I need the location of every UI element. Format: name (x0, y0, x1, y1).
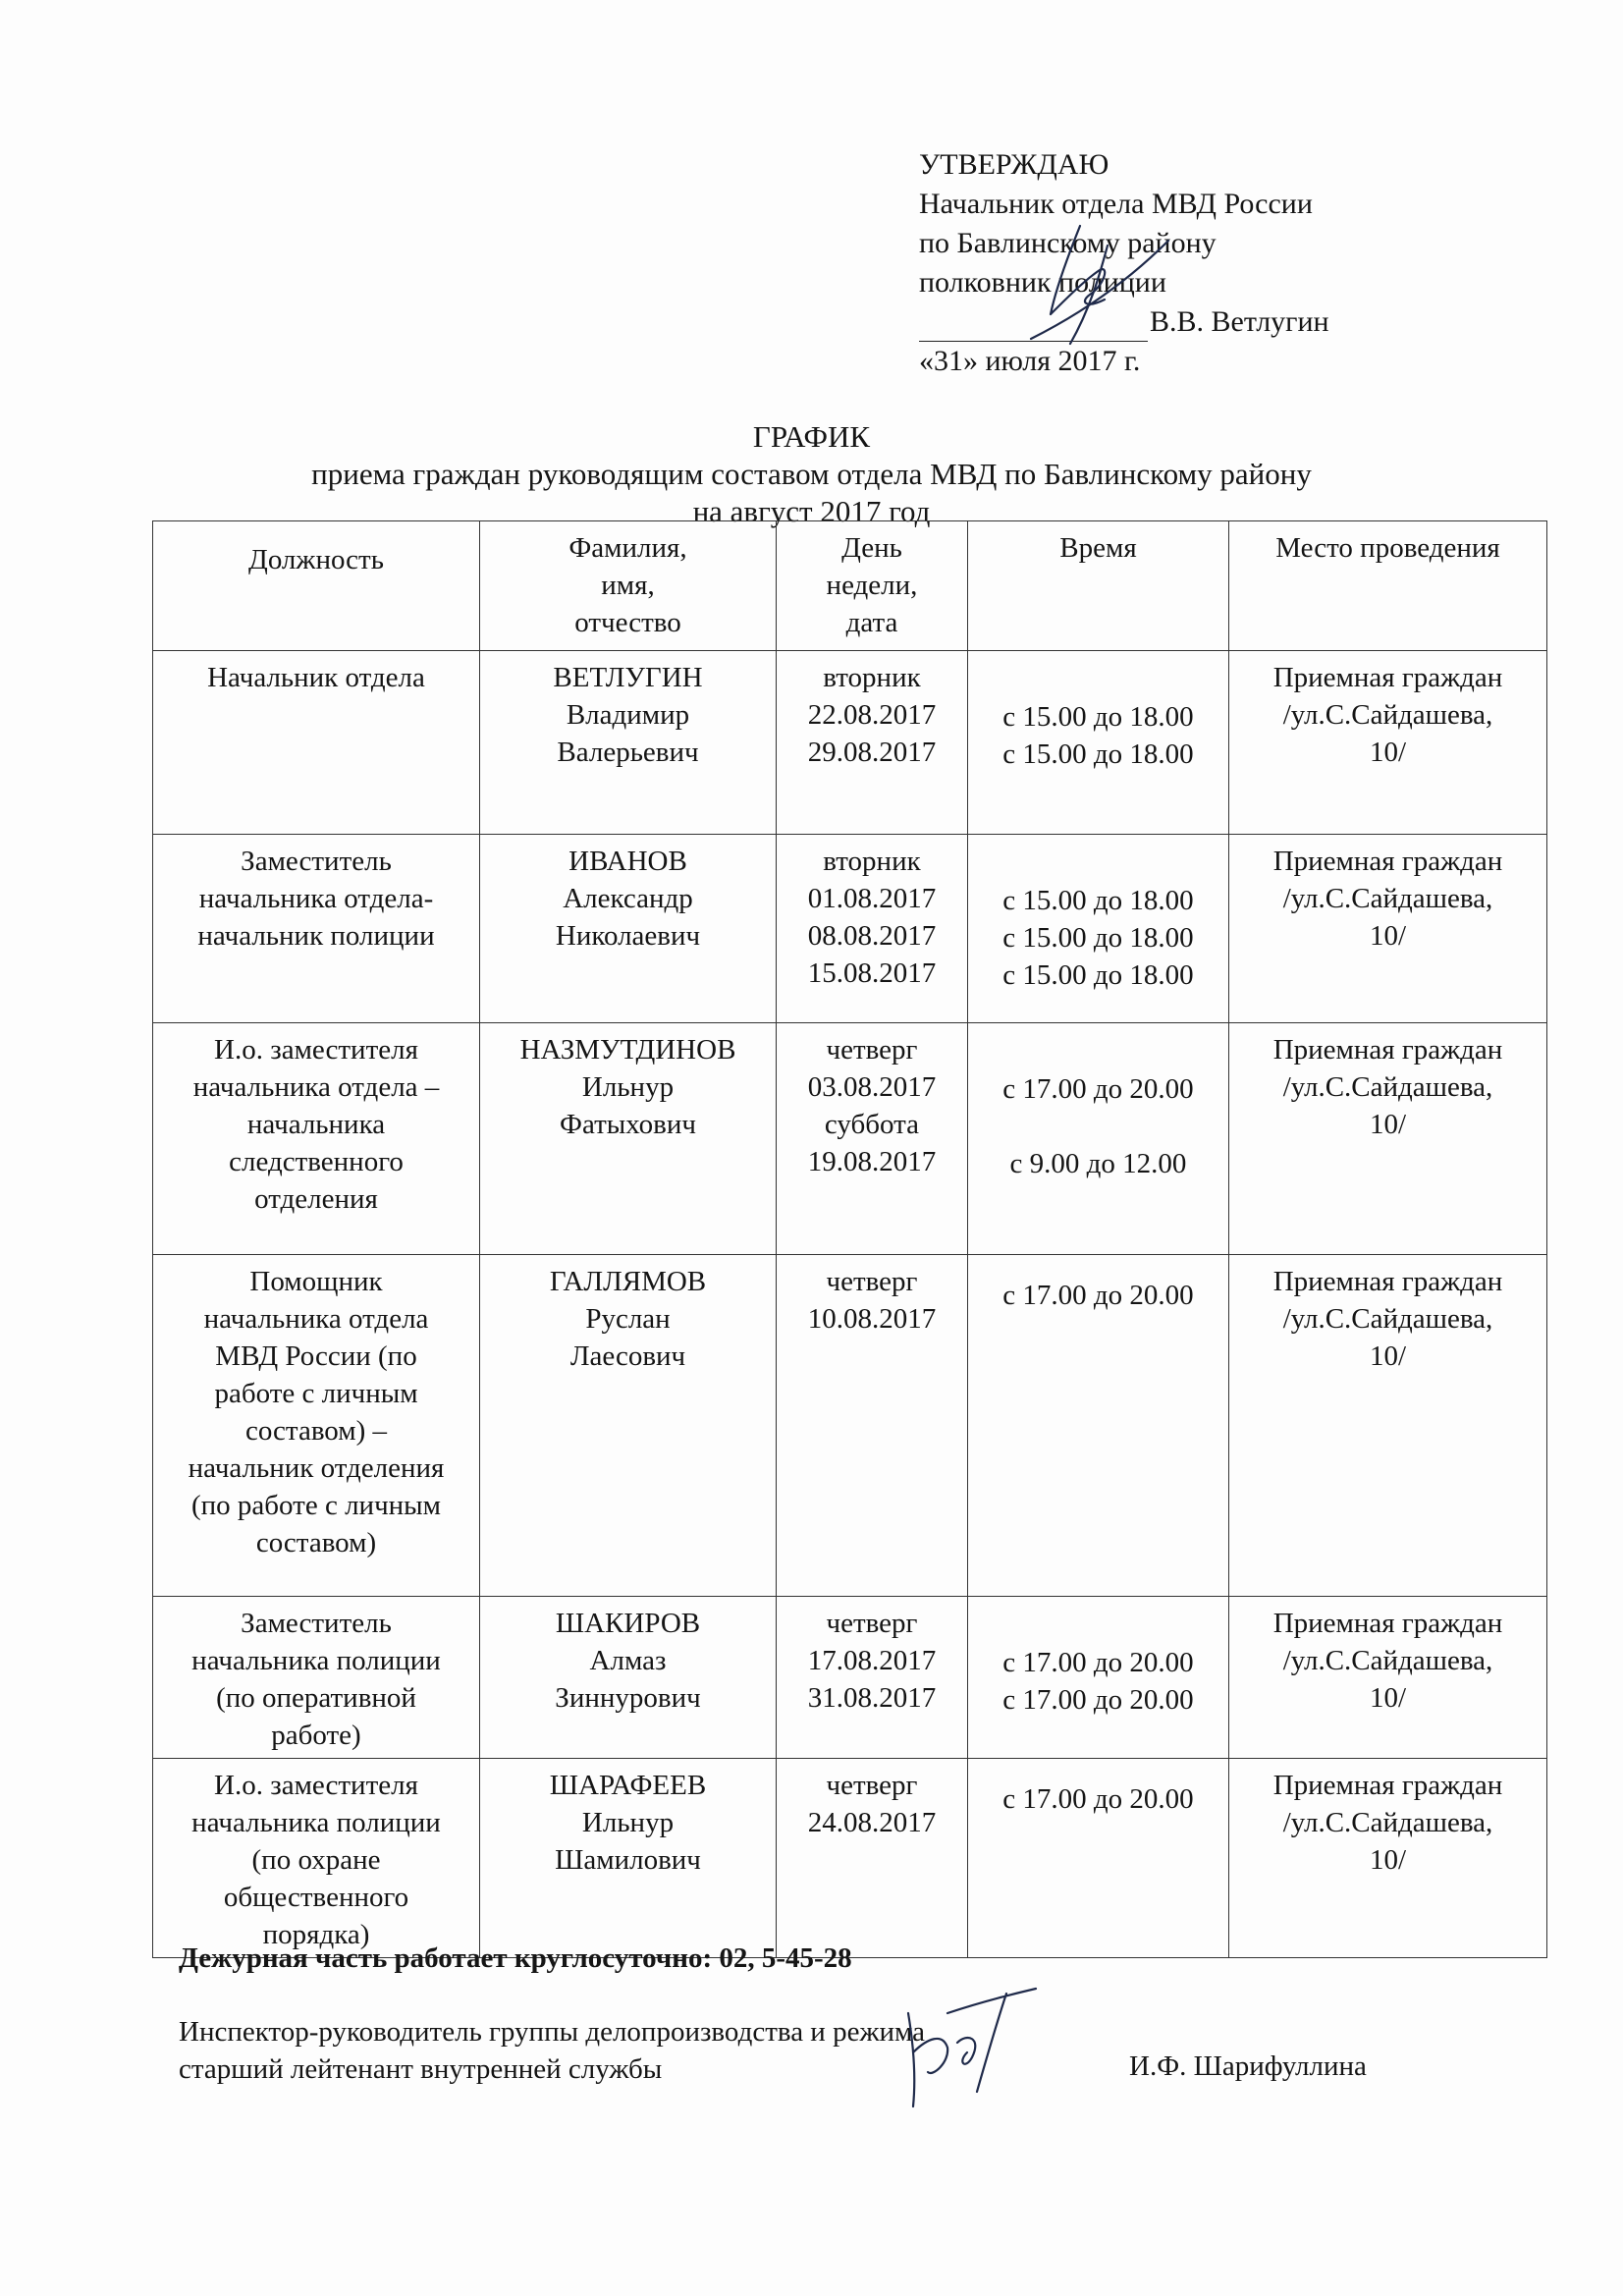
inspector-line-1: Инспектор-руководитель группы делопроизводства и режима (179, 2016, 926, 2048)
cell-name: ШАРАФЕЕВ Ильнур Шамилович (480, 1759, 777, 1958)
cell-day: четверг 03.08.2017 суббота 19.08.2017 (777, 1023, 968, 1255)
cell-position: И.о. заместителя начальника полиции (по охране общественного порядка) (153, 1759, 480, 1958)
cell-time: с 15.00 до 18.00 с 15.00 до 18.00 (968, 651, 1229, 835)
cell-place: Приемная граждан /ул.С.Сайдашева, 10/ (1229, 1759, 1547, 1958)
cell-place: Приемная граждан /ул.С.Сайдашева, 10/ (1229, 1597, 1547, 1759)
table-row (153, 1255, 1547, 1597)
table-row (153, 1597, 1547, 1759)
approval-signature-icon (1011, 221, 1188, 358)
cell-place: Приемная граждан /ул.С.Сайдашева, 10/ (1229, 1023, 1547, 1255)
cell-position: Помощник начальника отдела МВД России (по работе с личным составом) – начальник отделения (по работе с личным составом) (153, 1255, 480, 1597)
cell-position: И.о. заместителя начальника отдела – начальника следственного отделения (153, 1023, 480, 1255)
approval-line-3: полковник полиции (919, 266, 1166, 299)
cell-time: с 17.00 до 20.00 с 9.00 до 12.00 (968, 1023, 1229, 1255)
cell-name: ИВАНОВ Александр Николаевич (480, 835, 777, 1023)
approval-date: «31» июля 2017 г. (919, 345, 1141, 377)
cell-time: с 17.00 до 20.00 с 17.00 до 20.00 (968, 1597, 1229, 1759)
cell-name: ГАЛЛЯМОВ Руслан Лаесович (480, 1255, 777, 1597)
header-time: Время (968, 521, 1229, 651)
cell-position: Заместитель начальника полиции (по оперативной работе) (153, 1597, 480, 1759)
cell-day: четверг 24.08.2017 (777, 1759, 968, 1958)
duty-notice: Дежурная часть работает круглосуточно: 02, 5-45-28 (179, 1942, 852, 1974)
cell-name: ШАКИРОВ Алмаз Зиннурович (480, 1597, 777, 1759)
approval-signer: В.В. Ветлугин (1150, 305, 1329, 338)
cell-position: Начальник отдела (153, 651, 480, 835)
header-place: Место проведения (1229, 521, 1547, 651)
approval-heading: УТВЕРЖДАЮ (919, 148, 1109, 181)
cell-place: Приемная граждан /ул.С.Сайдашева, 10/ (1229, 835, 1547, 1023)
title-line-1: приема граждан руководящим составом отдела МВД по Бавлинскому району (311, 457, 1312, 491)
schedule-table (152, 520, 1547, 1958)
cell-place: Приемная граждан /ул.С.Сайдашева, 10/ (1229, 1255, 1547, 1597)
table-row (153, 651, 1547, 835)
header-day: День недели, дата (777, 521, 968, 651)
cell-day: вторник 22.08.2017 29.08.2017 (777, 651, 968, 835)
document-title (0, 418, 1623, 530)
cell-name: ВЕТЛУГИН Владимир Валерьевич (480, 651, 777, 835)
title-line-2: на август 2017 год (692, 494, 931, 528)
cell-place: Приемная граждан /ул.С.Сайдашева, 10/ (1229, 651, 1547, 835)
title-heading: ГРАФИК (752, 419, 871, 454)
cell-day: четверг 10.08.2017 (777, 1255, 968, 1597)
inspector-line-2: старший лейтенант внутренней службы (179, 2053, 663, 2085)
table-row (153, 1759, 1547, 1958)
cell-day: вторник 01.08.2017 08.08.2017 15.08.2017 (777, 835, 968, 1023)
header-name: Фамилия, имя, отчество (480, 521, 777, 651)
cell-time: с 17.00 до 20.00 (968, 1759, 1229, 1958)
table-row (153, 835, 1547, 1023)
cell-time: с 17.00 до 20.00 (968, 1255, 1229, 1597)
table-row (153, 1023, 1547, 1255)
approval-line-1: Начальник отдела МВД России (919, 188, 1313, 220)
approval-line-2: по Бавлинскому району (919, 227, 1217, 259)
cell-position: Заместитель начальника отдела- начальник полиции (153, 835, 480, 1023)
header-position: Должность (153, 521, 480, 651)
inspector-block (179, 2013, 925, 2088)
cell-name: НАЗМУТДИНОВ Ильнур Фатыхович (480, 1023, 777, 1255)
table-header-row (153, 521, 1547, 651)
inspector-name: И.Ф. Шарифуллина (1129, 2050, 1367, 2082)
cell-day: четверг 17.08.2017 31.08.2017 (777, 1597, 968, 1759)
cell-time: с 15.00 до 18.00 с 15.00 до 18.00 с 15.00 до 18.00 (968, 835, 1229, 1023)
inspector-signature-icon (889, 1984, 1046, 2111)
